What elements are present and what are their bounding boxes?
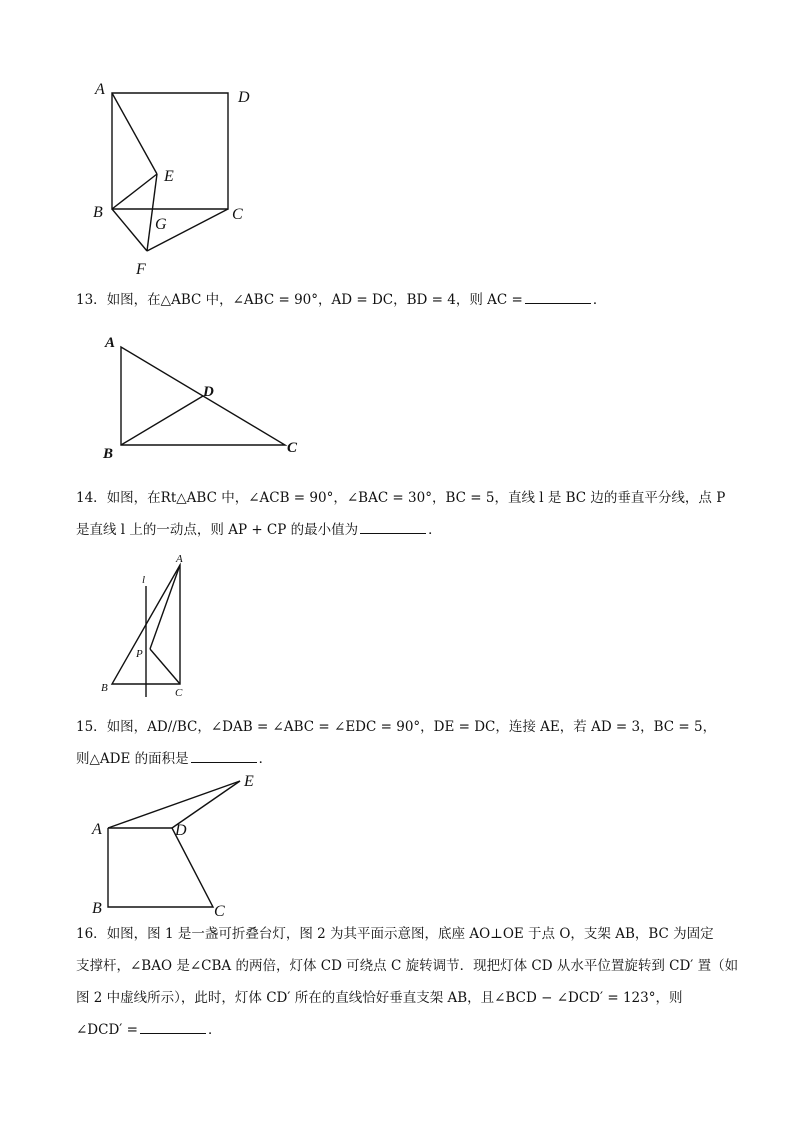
label-b: B (92, 900, 102, 917)
question-16-line-1: 16．如图，图 1 是一盏可折叠台灯，图 2 为其平面示意图，底座 AO⊥OE 于点 O，支架 AB，BC 为固定 (76, 926, 714, 942)
answer-blank-16[interactable] (140, 1019, 206, 1034)
label-a: A (92, 821, 102, 838)
label-a: A (95, 81, 105, 98)
figure-quadrilateral-abcd (88, 770, 268, 920)
question-16 (76, 918, 756, 1046)
question-15-number: 15． (76, 719, 107, 735)
label-c: C (287, 440, 298, 456)
label-g: G (155, 216, 167, 233)
question-16-number: 16． (76, 926, 107, 942)
question-15-line-1: 15．如图，AD//BC，∠DAB = ∠ABC = ∠EDC = 90°，DE = DC，连接 AE，若 AD = 3，BC = 5， (76, 719, 717, 735)
segment-ap (150, 565, 180, 649)
question-13-text: 如图，在△ABC 中，∠ABC = 90°，AD = DC，BD = 4，则 AC = (106, 292, 523, 308)
label-c: C (232, 206, 243, 223)
answer-blank-15[interactable] (191, 748, 257, 763)
label-a: A (176, 553, 183, 565)
label-b: B (103, 446, 114, 462)
label-f: F (136, 261, 146, 278)
figure-triangle-abc-13 (95, 330, 315, 465)
segment-ef (147, 174, 157, 251)
square-abcd (112, 93, 228, 209)
segment-ae (112, 93, 157, 174)
question-14-line-2: 是直线 l 上的一动点，则 AP + CP 的最小值为 ． (76, 514, 756, 546)
label-e: E (244, 773, 254, 790)
question-14-line-1: 14．如图，在Rt△ABC 中，∠ACB = 90°，∠BAC = 30°，BC = 5，直线 l 是 BC 边的垂直平分线，点 P (76, 490, 726, 506)
label-b: B (101, 682, 108, 694)
question-16-line-4: ∠DCD′ = ． (76, 1014, 756, 1046)
path-a-b-c-d-a (108, 828, 213, 907)
label-a: A (105, 335, 116, 351)
label-e: E (164, 168, 174, 185)
label-c: C (175, 687, 183, 699)
figure-triangle-abc-14 (98, 553, 198, 703)
label-d: D (175, 822, 187, 839)
segment-pc (150, 649, 180, 684)
answer-blank-14[interactable] (360, 519, 426, 534)
segment-be (112, 174, 157, 209)
question-16-line-2: 支撑杆，∠BAO 是∠CBA 的两倍，灯体 CD 可绕点 C 旋转调节．现把灯体 CD 从水平位置旋转到 CD′ 置（如 (76, 958, 739, 974)
label-p: P (136, 648, 143, 660)
question-15-line-2: 则△ADE 的面积是 ． (76, 743, 756, 775)
label-d: D (238, 89, 250, 106)
question-13-number: 13． (76, 292, 107, 308)
figure-square-abcd (80, 75, 280, 285)
label-b: B (93, 204, 103, 221)
answer-blank-13[interactable] (525, 289, 591, 304)
question-14-number: 14． (76, 490, 107, 506)
segment-ae (108, 781, 240, 828)
question-15 (76, 711, 756, 775)
label-c: C (214, 903, 225, 920)
segment-bd (121, 396, 203, 445)
question-13-end: ． (592, 292, 607, 308)
question-13 (76, 284, 756, 316)
label-l: l (142, 574, 146, 586)
question-16-line-3: 图 2 中虚线所示），此时，灯体 CD′ 所在的直线恰好垂直支架 AB，且∠BCD − ∠DCD′ = 123°，则 (76, 990, 683, 1006)
segment-bf (112, 209, 147, 251)
label-d: D (203, 384, 214, 400)
question-14 (76, 482, 756, 546)
segment-de (172, 781, 240, 828)
